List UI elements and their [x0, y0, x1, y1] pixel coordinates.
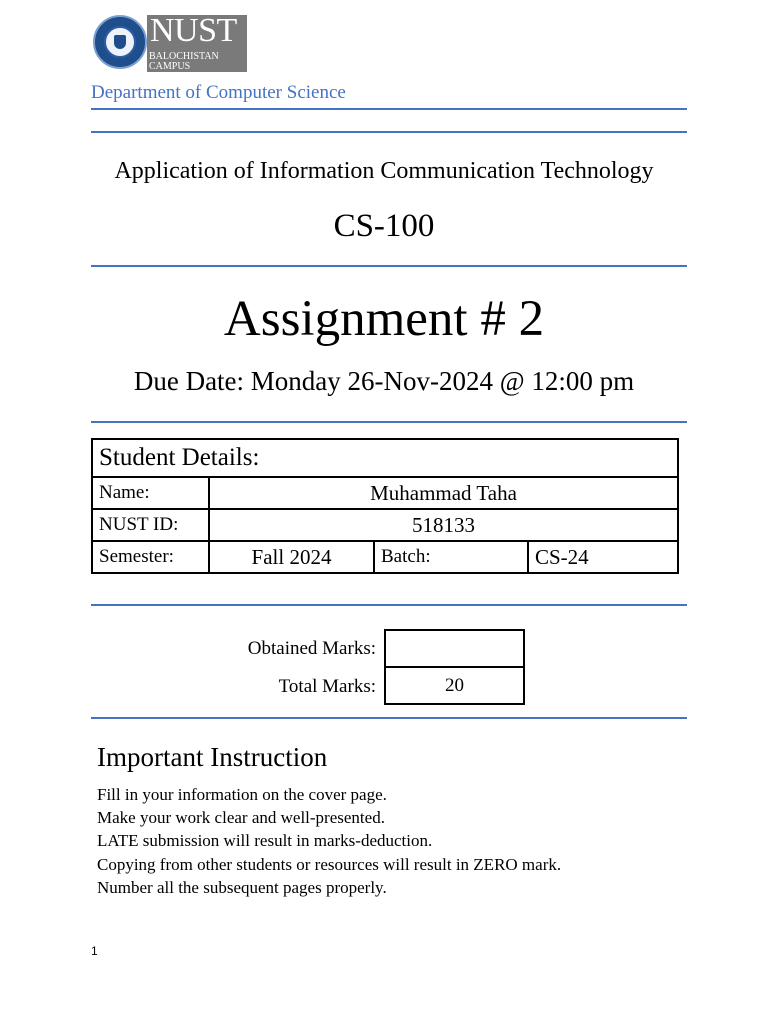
divider-rule — [91, 265, 687, 267]
nust-logo — [93, 14, 247, 72]
university-seal-icon — [93, 15, 147, 69]
name-label: Name: — [92, 477, 209, 509]
divider-rule — [91, 108, 687, 110]
instruction-item: LATE submission will result in marks-deduction. — [97, 831, 433, 851]
divider-rule — [91, 421, 687, 423]
due-date: Due Date: Monday 26-Nov-2024 @ 12:00 pm — [133, 366, 635, 396]
instruction-item: Number all the subsequent pages properly. — [97, 877, 387, 897]
course-code: CS-100 — [333, 208, 435, 244]
instruction-item: Make your work clear and well-presented. — [97, 808, 385, 828]
divider-rule — [91, 131, 687, 133]
divider-rule — [91, 717, 687, 719]
student-details-table — [91, 438, 679, 574]
logo-subtext-line2: CAMPUS — [149, 61, 191, 72]
instruction-item: Fill in your information on the cover page. — [97, 785, 387, 804]
obtained-marks-label: Obtained Marks: — [247, 638, 376, 659]
batch-label: Batch: — [374, 541, 528, 573]
divider-rule — [91, 604, 687, 606]
logo-wordmark — [147, 12, 247, 72]
department-name: Department of Computer Science — [91, 82, 346, 103]
nust-id-value: 518133 — [209, 509, 678, 541]
student-details-heading: Student Details: — [92, 439, 678, 477]
batch-value: CS-24 — [528, 541, 678, 573]
instructions-title: Important Instruction — [97, 742, 328, 772]
nust-id-label: NUST ID: — [92, 509, 209, 541]
name-value: Muhammad Taha — [209, 477, 678, 509]
assignment-title: Assignment # 2 — [223, 291, 545, 347]
obtained-marks-value — [385, 630, 524, 667]
semester-label: Semester: — [92, 541, 209, 573]
semester-value: Fall 2024 — [209, 541, 374, 573]
logo-subtext-line1: BALOCHISTAN — [149, 51, 219, 62]
total-marks-label: Total Marks: — [278, 676, 376, 697]
page-number: 1 — [91, 944, 98, 958]
total-marks-value: 20 — [385, 667, 524, 704]
instruction-item: Copying from other students or resources will result in ZERO mark. — [97, 854, 562, 874]
marks-table — [384, 629, 525, 705]
course-title: Application of Information Communication Technology — [114, 158, 654, 184]
instructions-list — [97, 783, 561, 899]
logo-text: NUST — [150, 12, 237, 49]
